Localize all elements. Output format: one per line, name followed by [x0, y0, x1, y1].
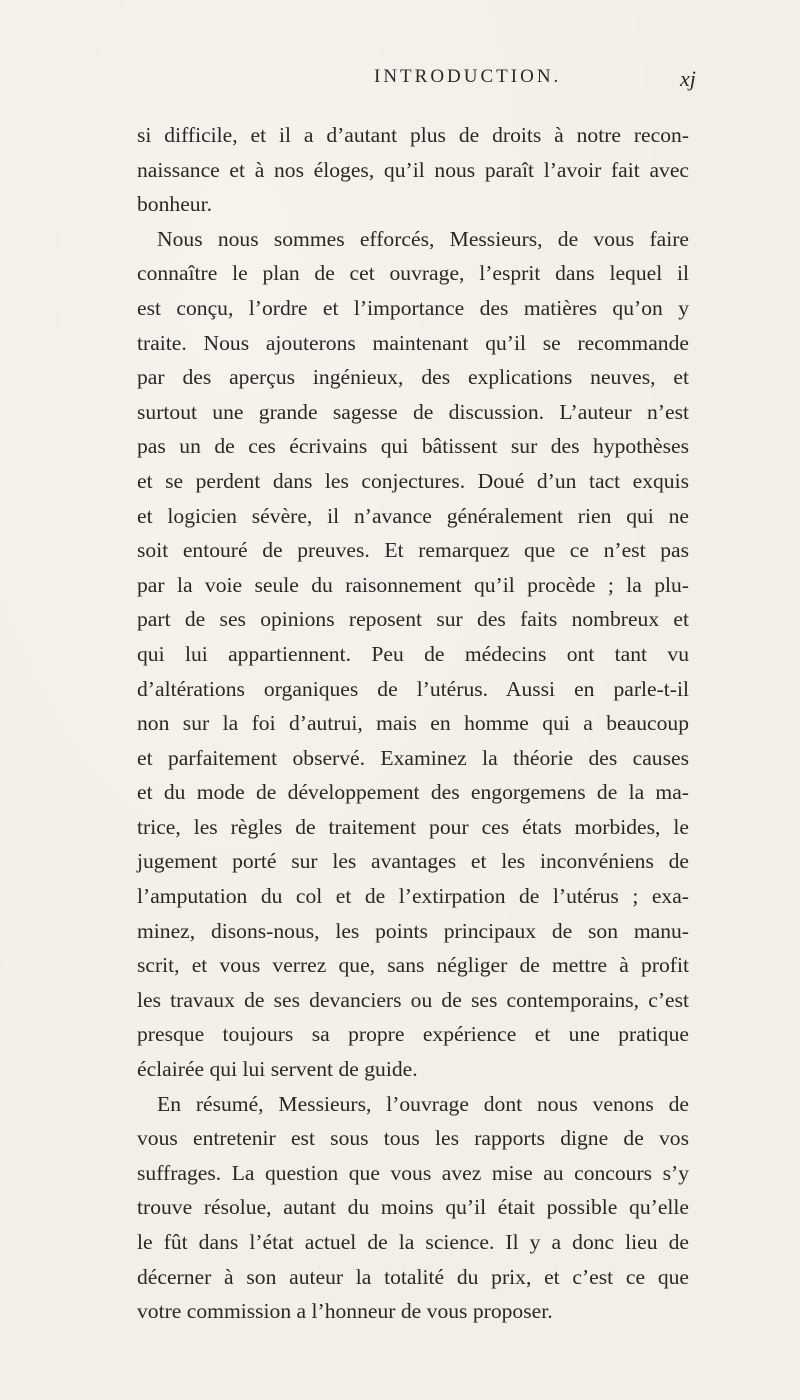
text-line: par des aperçus ingénieux, des explications neuves, et — [137, 365, 689, 390]
text-line: presque toujours sa propre expérience et une pratique — [137, 1022, 689, 1047]
text-line: d’altérations organiques de l’utérus. Aussi en parle-t-il — [137, 676, 689, 701]
text-line: éclairée qui lui servent de guide. — [137, 1057, 418, 1082]
text-line: bonheur. — [137, 192, 212, 217]
text-line: et du mode de développement des engorgemens de la ma- — [137, 780, 689, 805]
text-line: naissance et à nos éloges, qu’il nous paraît l’avoir fait avec — [137, 157, 689, 182]
text-line: non sur la foi d’autrui, mais en homme qui a beaucoup — [137, 711, 689, 736]
text-line: par la voie seule du raisonnement qu’il procède ; la plu- — [137, 572, 689, 597]
text-line: si difficile, et il a d’autant plus de droits à notre recon- — [137, 123, 689, 147]
text-line: décerner à son auteur la totalité du prix, et c’est ce que — [137, 1264, 689, 1289]
text-line: et se perdent dans les conjectures. Doué d’un tact exquis — [137, 468, 689, 493]
text-line: et logicien sévère, il n’avance généralement rien qui ne — [137, 503, 689, 528]
body-text — [137, 118, 689, 1329]
text-line: le fût dans l’état actuel de la science. Il y a donc lieu de — [137, 1230, 689, 1254]
text-line: pas un de ces écrivains qui bâtissent sur des hypothèses — [137, 434, 689, 459]
text-line: Nous nous sommes efforcés, Messieurs, de vous faire — [157, 226, 689, 251]
text-line: est conçu, l’ordre et l’importance des matières qu’on y — [137, 295, 689, 320]
text-line: l’amputation du col et de l’extirpation de l’utérus ; exa- — [137, 884, 689, 909]
text-line: minez, disons-nous, les points principaux de son manu- — [137, 918, 689, 943]
text-line: suffrages. La question que vous avez mise au concours s’y — [137, 1160, 689, 1185]
text-line: les travaux de ses devanciers ou de ses contemporains, c’est — [137, 987, 689, 1012]
text-line: traite. Nous ajouterons maintenant qu’il se recommande — [137, 330, 689, 355]
running-title: INTRODUCTION. — [374, 66, 562, 87]
text-line: jugement porté sur les avantages et les inconvéniens de — [137, 849, 689, 874]
text-line: En résumé, Messieurs, l’ouvrage dont nous venons de — [157, 1091, 689, 1116]
page-number: xj — [680, 66, 696, 91]
text-line: votre commission a l’honneur de vous proposer. — [137, 1299, 553, 1324]
text-line: soit entouré de preuves. Et remarquez que ce n’est pas — [137, 538, 689, 563]
text-line: scrit, et vous verrez que, sans négliger de mettre à profit — [137, 953, 689, 978]
text-line: vous entretenir est sous tous les rapports digne de vos — [137, 1126, 689, 1151]
text-line: part de ses opinions reposent sur des faits nombreux et — [137, 607, 689, 632]
text-line: surtout une grande sagesse de discussion. L’auteur n’est — [137, 399, 689, 424]
text-line: trouve résolue, autant du moins qu’il était possible qu’elle — [137, 1195, 689, 1220]
text-line: trice, les règles de traitement pour ces états morbides, le — [137, 814, 689, 839]
text-line: et parfaitement observé. Examinez la théorie des causes — [137, 745, 689, 770]
text-line: connaître le plan de cet ouvrage, l’esprit dans lequel il — [137, 261, 689, 286]
running-head — [0, 66, 800, 96]
text-line: qui lui appartiennent. Peu de médecins ont tant vu — [137, 641, 689, 666]
